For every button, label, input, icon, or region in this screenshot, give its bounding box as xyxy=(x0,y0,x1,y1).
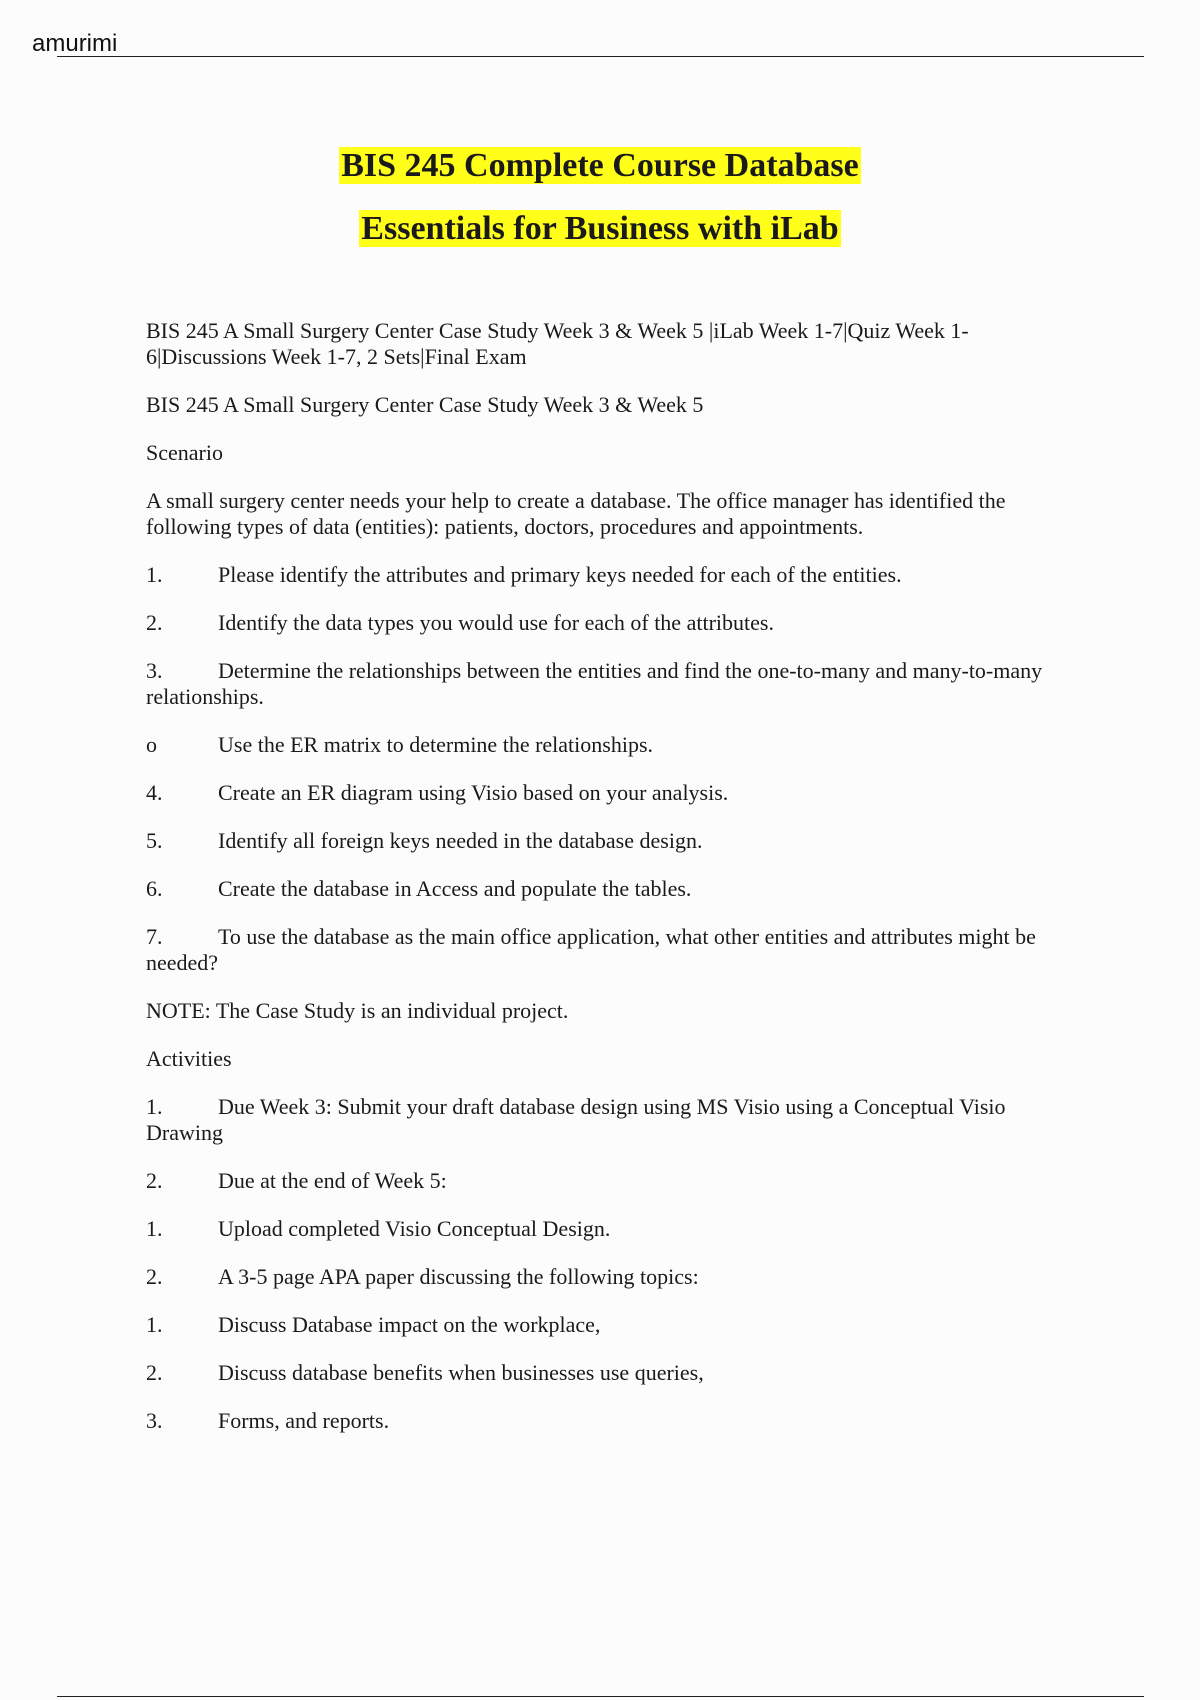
activity-number: 1. xyxy=(146,1094,163,1119)
activity-number: 1. xyxy=(146,1312,163,1337)
task-number: 6. xyxy=(146,876,163,901)
activity-text: Discuss Database impact on the workplace, xyxy=(218,1312,601,1337)
activity-text: Forms, and reports. xyxy=(218,1408,390,1433)
title-line-2-text: Essentials for Business with iLab xyxy=(361,210,839,247)
document-body xyxy=(146,318,1076,1456)
activity-text: Due Week 3: Submit your draft database design using MS Visio using a Conceptual Visio Drawing xyxy=(146,1094,1006,1145)
task-number: 2. xyxy=(146,610,163,635)
activity-number: 3. xyxy=(146,1408,163,1433)
task-item xyxy=(146,658,1076,710)
subtitle-paragraph: BIS 245 A Small Surgery Center Case Study Week 3 & Week 5 xyxy=(146,392,704,417)
task-item xyxy=(146,876,1076,902)
activity-text: A 3-5 page APA paper discussing the following topics: xyxy=(218,1264,699,1289)
task-item xyxy=(146,562,1076,588)
task-number: 7. xyxy=(146,924,163,949)
activity-item xyxy=(146,1408,1076,1434)
scenario-text: A small surgery center needs your help to create a database. The office manager has identified the following types of data (entities): patients, doctors, procedures and appointments. xyxy=(146,488,1006,539)
task-text: Determine the relationships between the entities and find the one-to-many and many-to-many relationships. xyxy=(146,658,1043,709)
footer-divider xyxy=(57,1696,1144,1697)
task-text: Create an ER diagram using Visio based on your analysis. xyxy=(218,780,729,805)
task-number: 1. xyxy=(146,562,163,587)
activity-number: 2. xyxy=(146,1264,163,1289)
task-text: Create the database in Access and populate the tables. xyxy=(218,876,692,901)
task-text: Please identify the attributes and primary keys needed for each of the entities. xyxy=(218,562,902,587)
task-number: 5. xyxy=(146,828,163,853)
activity-number: 1. xyxy=(146,1216,163,1241)
activity-item xyxy=(146,1216,1076,1242)
author-header: amurimi xyxy=(32,30,118,57)
task-item xyxy=(146,610,1076,636)
task-text: Identify all foreign keys needed in the database design. xyxy=(218,828,703,853)
task-text: Use the ER matrix to determine the relationships. xyxy=(218,732,654,757)
task-item xyxy=(146,924,1076,976)
intro-paragraph: BIS 245 A Small Surgery Center Case Study Week 3 & Week 5 |iLab Week 1-7|Quiz Week 1-6|Discussions Week 1-7, 2 Sets|Final Exam xyxy=(146,318,969,369)
scenario-heading: Scenario xyxy=(146,440,223,465)
activity-text: Due at the end of Week 5: xyxy=(218,1168,447,1193)
task-number: o xyxy=(146,732,157,757)
title-line-1 xyxy=(0,146,1200,186)
title-line-1-text: BIS 245 Complete Course Database xyxy=(341,147,859,184)
title-line-2 xyxy=(0,209,1200,249)
activities-heading: Activities xyxy=(146,1046,232,1071)
activity-item xyxy=(146,1360,1076,1386)
task-number: 4. xyxy=(146,780,163,805)
activity-number: 2. xyxy=(146,1360,163,1385)
task-item xyxy=(146,828,1076,854)
task-text: To use the database as the main office application, what other entities and attributes might be needed? xyxy=(146,924,1036,975)
activity-item xyxy=(146,1264,1076,1290)
header-divider xyxy=(57,56,1144,57)
task-number: 3. xyxy=(146,658,163,683)
activity-text: Discuss database benefits when businesses use queries, xyxy=(218,1360,704,1385)
task-item xyxy=(146,732,1076,758)
activity-item xyxy=(146,1312,1076,1338)
activity-item xyxy=(146,1168,1076,1194)
activity-text: Upload completed Visio Conceptual Design. xyxy=(218,1216,611,1241)
activity-item xyxy=(146,1094,1076,1146)
task-item xyxy=(146,780,1076,806)
note-paragraph: NOTE: The Case Study is an individual project. xyxy=(146,998,569,1023)
activity-number: 2. xyxy=(146,1168,163,1193)
task-text: Identify the data types you would use for each of the attributes. xyxy=(218,610,774,635)
